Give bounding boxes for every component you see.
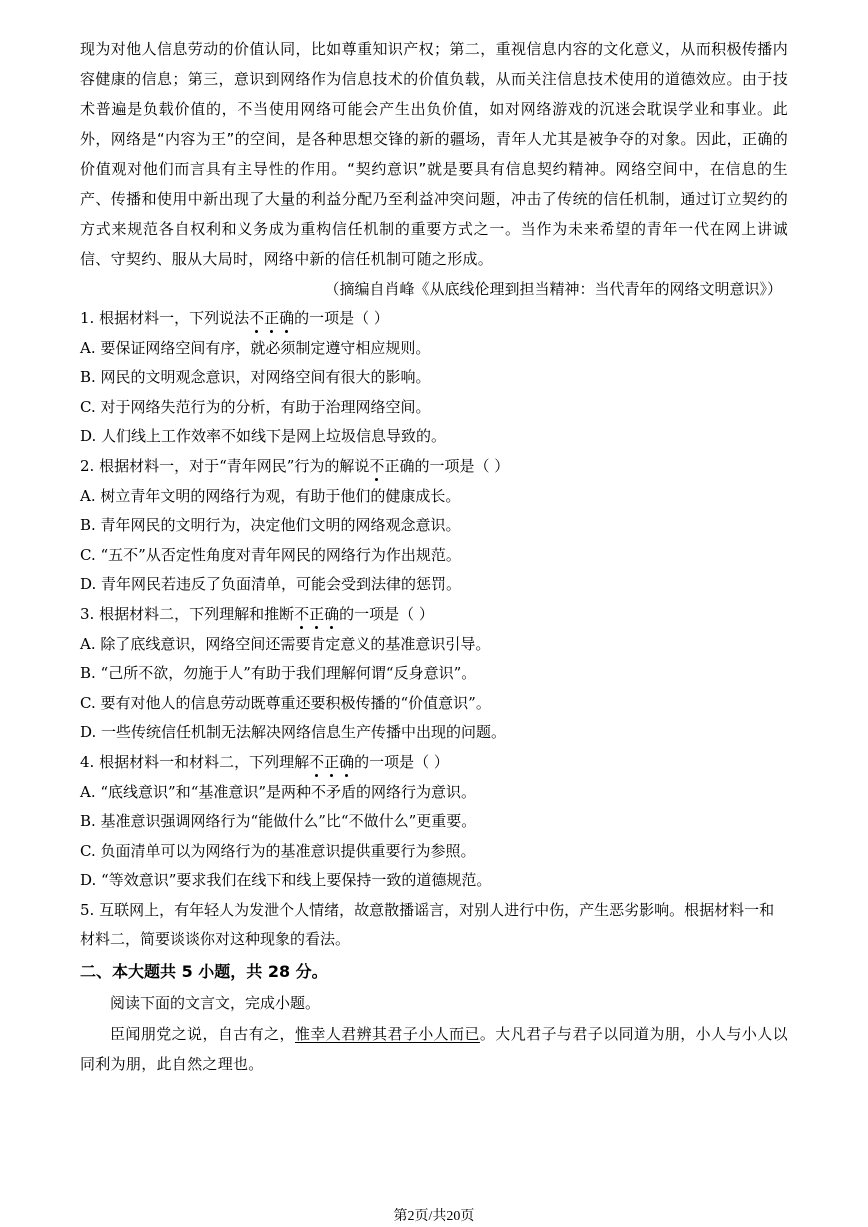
emphasis-char: 不 (249, 309, 265, 327)
question-2-option-b: B. 青年网民的文明行为，决定他们文明的网络观念意识。 (80, 516, 461, 535)
question-3-option-a: A. 除了底线意识，网络空间还需要肯定意义的基准意识引导。 (80, 634, 491, 653)
question-3 (80, 600, 788, 748)
emphasis-char: 正 (309, 604, 325, 623)
emphasis-char: 正 (264, 309, 280, 327)
question-4-option-a: A. “底线意识”和“基准意识”是两种不矛盾的网络行为意识。 (80, 782, 477, 801)
question-1 (80, 304, 788, 452)
question-3-option-b: B. “己所不欲，勿施于人”有助于我们理解何谓“反身意识”。 (80, 664, 477, 683)
question-4-option-b: B. 基准意识强调网络行为“能做什么”比“不做什么”更重要。 (80, 812, 477, 831)
emphasis-char: 确 (339, 752, 355, 771)
question-1-stem-end: 的一项是（ ） (294, 309, 389, 327)
question-2 (80, 452, 788, 600)
page-footer: 第2页/共20页 (393, 1209, 475, 1224)
question-2-option-c: C. “五不”从否定性角度对青年网民的网络行为作出规范。 (80, 545, 461, 564)
passage-source: （摘编自肖峰《从底线伦理到担当精神：当代青年的网络文明意识》） (324, 280, 782, 298)
question-5-stem: 5. 互联网上，有年轻人为发泄个人情绪，故意散播谣言，对别人进行中伤，产生恶劣影响。根据材料一和材料二，简要谈谈你对这种现象的看法。 (80, 900, 775, 949)
question-2-stem-end: 的一项是（ ） (414, 456, 510, 475)
emphasis-char: 确 (399, 456, 415, 475)
question-4-stem-text: 4. 根据材料一和材料二，下列理解 (80, 752, 310, 771)
classical-text-start: 臣闻朋党之说，自古有之， (110, 1024, 295, 1043)
question-4-option-d: D. “等效意识”要求我们在线下和线上要保持一致的道德规范。 (80, 871, 492, 890)
question-3-stem (80, 600, 788, 630)
section-2-heading: 二、本大题共 5 小题，共 28 分。 (80, 962, 328, 982)
question-4 (80, 748, 788, 896)
question-3-option-d: D. 一些传统信任机制无法解决网络信息生产传播中出现的问题。 (80, 723, 507, 742)
question-3-option-c: C. 要有对他人的信息劳动既尊重还要积极传播的“价值意识”。 (80, 693, 491, 712)
question-2-stem-text: 2. 根据材料一，对于“青年网民”行为的解说 (80, 456, 370, 475)
question-1-stem (80, 304, 788, 334)
question-1-option-b: B. 网民的文明观念意识，对网络空间有很大的影响。 (80, 368, 431, 387)
question-5 (80, 896, 788, 955)
question-2-option-d: D. 青年网民若违反了负面清单，可能会受到法律的惩罚。 (80, 575, 462, 594)
emphasis-char: 不 (309, 752, 325, 771)
emphasis-char: 正 (384, 456, 400, 475)
question-2-stem (80, 452, 788, 482)
question-2-option-a: A. 树立青年文明的网络行为观，有助于他们的健康成长。 (80, 486, 461, 505)
emphasis-char: 确 (279, 309, 295, 327)
question-1-option-d: D. 人们线上工作效率不如线下是网上垃圾信息导致的。 (80, 427, 447, 446)
question-4-option-c: C. 负面清单可以为网络行为的基准意识提供重要行为参照。 (80, 841, 476, 860)
classical-passage (80, 1019, 788, 1079)
section-2-instruction: 阅读下面的文言文，完成小题。 (110, 994, 321, 1013)
emphasis-char: 不 (294, 604, 310, 623)
question-1-option-a: A. 要保证网络空间有序，就必须制定遵守相应规则。 (80, 338, 431, 357)
emphasis-char: 确 (324, 604, 340, 623)
question-3-stem-end: 的一项是（ ） (339, 604, 434, 623)
classical-text-end: 。大凡君子与君子以同道为朋，小人与小人以同利为朋，此自然之理也。 (80, 1024, 788, 1073)
question-1-option-c: C. 对于网络失范行为的分析，有助于治理网络空间。 (80, 397, 431, 416)
question-4-stem (80, 748, 788, 778)
passage-text: 现为对他人信息劳动的价值认同，比如尊重知识产权；第二，重视信息内容的文化意义，从而积极传播内容健康的信息；第三，意识到网络作为信息技术的价值负载，从而关注信息技术使用的道德效应。由于技术普遍是负载价值的，不当使用网络可能会产生出负价值，如对网络游戏的沉迷会耽误学业和事业。此外，网络是“内容为王”的空间，是各种思想交锋的新的疆场，青年人尤其是被争夺的对象。因此，正确的价值观对他们而言具有主导性的作用。“契约意识”就是要具有信息契约精神。网络空间中，在信息的生产、传播和使用中新出现了大量的利益分配乃至利益冲突问题，冲击了传统的信任机制，通过订立契约的方式来规范各自权利和义务成为重构信任机制的重要方式之一。当作为未来希望的青年一代在网上讲诚信、守契约、服从大局时，网络中新的信任机制可随之形成。 (80, 40, 788, 268)
question-3-stem-text: 3. 根据材料二，下列理解和推断 (80, 604, 295, 623)
question-4-stem-end: 的一项是（ ） (354, 752, 449, 771)
question-1-stem-text: 1. 根据材料一，下列说法 (80, 309, 250, 327)
emphasis-char: 不 (369, 456, 385, 475)
underlined-sentence: 惟幸人君辨其君子小人而已 (294, 1024, 480, 1043)
emphasis-char: 正 (324, 752, 340, 771)
